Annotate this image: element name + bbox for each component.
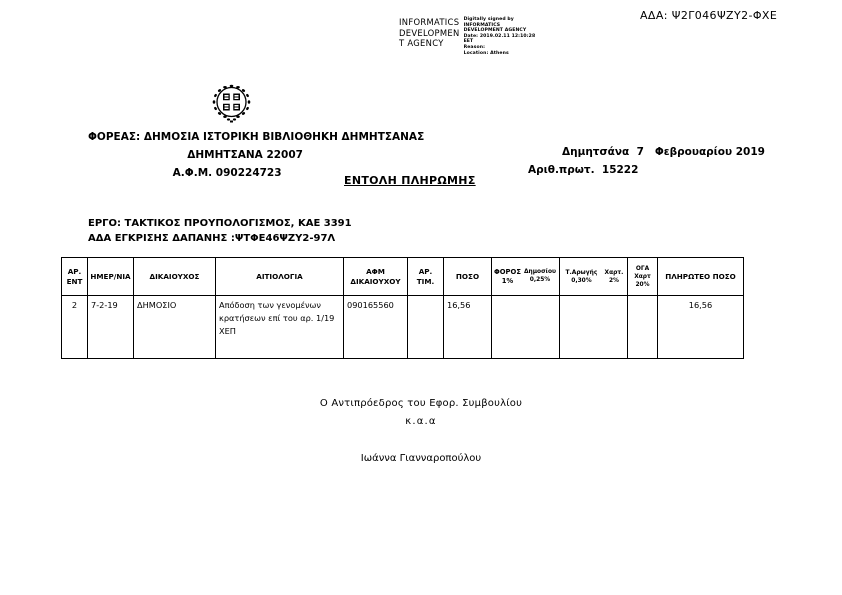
cell-relief-value: [560, 296, 627, 299]
col-header-invoice-no: [408, 258, 444, 296]
col-header-date: [88, 258, 134, 296]
col-header-ar-ent: [62, 258, 88, 296]
col-header-oga-stamp: [628, 258, 658, 296]
cell-oga-stamp-value: [628, 296, 657, 299]
payment-table: [61, 257, 744, 359]
table-header-row: [62, 258, 744, 296]
organization-vat-number: Α.Φ.Μ. 090224723: [172, 167, 282, 179]
cell-reason-value: Απόδοση των γενομένων κρατήσεων επί του αρ. 1/19 ΧΕΠ: [219, 300, 335, 336]
cell-tax-group: [492, 296, 560, 359]
signature-agency-line-2: DEVELOPMEN: [399, 27, 460, 38]
col-header-relief-label: Τ.Αρωγής 0,30%: [565, 269, 598, 284]
table-row: [62, 296, 744, 359]
signature-agency-line-1: INFORMATICS: [399, 17, 460, 27]
col-header-reason-label: ΑΙΤΙΟΛΟΓΙΑ: [256, 271, 303, 281]
cell-ar-ent: [62, 296, 88, 359]
cell-invoice-no: [408, 296, 444, 359]
signature-detail-line-3: DEVELOPMENT AGENCY: [463, 28, 527, 34]
col-header-date-label: ΗΜΕΡ/ΝΙΑ: [90, 271, 131, 281]
cell-reason: [216, 296, 344, 359]
signature-agency-line-3: T AGENCY: [399, 38, 444, 48]
protocol-number: Αριθ.πρωτ. 15222: [528, 164, 639, 176]
organization-name: ΦΟΡΕΑΣ: ΔΗΜΟΣΙΑ ΙΣΤΟΡΙΚΗ ΒΙΒΛΙΟΘΗΚΗ ΔΗΜΗΤΣΑΝΑΣ: [88, 131, 425, 143]
cell-ar-ent-value: 2: [71, 300, 78, 310]
col-header-payable-amount: [658, 258, 744, 296]
col-header-beneficiary-label: ΔΙΚΑΙΟΥΧΟΣ: [149, 271, 200, 281]
organization-address: ΔΗΜΗΤΣΑΝΑ 22007: [187, 149, 303, 161]
signature-detail-line-2: INFORMATICS: [463, 22, 501, 28]
col-header-payable-amount-label: ΠΛΗΡΩΤΕΟ ΠΟΣΟ: [665, 271, 736, 281]
hellenic-republic-emblem-icon: [205, 78, 258, 128]
cell-oga-stamp: [628, 296, 658, 359]
project-budget-line: ΕΡΓΟ: ΤΑΚΤΙΚΟΣ ΠΡΟΥΠΟΛΟΓΙΣΜΟΣ, ΚΑΕ 3391: [88, 218, 352, 229]
col-header-reason: [216, 258, 344, 296]
cell-payable-amount: [658, 296, 744, 359]
cell-payable-amount-value: 16,56: [688, 300, 713, 310]
ada-code: ΑΔΑ: Ψ2Γ046ΨΖΥ2-ΦΧΕ: [640, 9, 778, 22]
signature-block: [0, 395, 842, 431]
signature-details: [464, 17, 536, 56]
col-header-tax-label: ΦΟΡΟΣ 1%: [494, 267, 521, 285]
signature-detail-line-4: Date: 2019.02.11 12:10:28: [463, 33, 536, 39]
cell-date: [88, 296, 134, 359]
col-header-oga-stamp-label: ΟΓΑ Χαρτ 20%: [634, 265, 651, 288]
col-header-ar-ent-label: ΑΡ. ΕΝΤ: [66, 267, 83, 286]
cell-beneficiary-vat-value: 090165560: [347, 300, 394, 310]
col-header-beneficiary: [134, 258, 216, 296]
signer-title: Ο Αντιπρόεδρος του Εφορ. Συμβουλίου: [319, 398, 523, 409]
col-header-beneficiary-vat-label: ΑΦΜ ΔΙΚΑΙΟΥΧΟΥ: [350, 267, 401, 286]
cell-beneficiary-value: ΔΗΜΟΣΙΟ: [137, 300, 177, 310]
expense-approval-ada: ΑΔΑ ΕΓΚΡΙΣΗΣ ΔΑΠΑΝΗΣ :ΨΤΦΕ46ΨΖΥ2-97Λ: [88, 233, 336, 244]
col-header-amount-label: ΠΟΣΟ: [455, 271, 480, 281]
issue-info: [528, 143, 765, 179]
col-header-public-label: Δημοσίου 0,25%: [523, 268, 556, 283]
col-header-amount: [444, 258, 492, 296]
cell-relief-group: [560, 296, 628, 359]
col-header-beneficiary-vat: [344, 258, 408, 296]
col-header-relief-group: [560, 258, 628, 296]
signer-name: Ιωάννα Γιανναροπούλου: [360, 453, 482, 464]
signature-detail-line-1: Digitally signed by: [463, 17, 514, 22]
signature-agency-name: [399, 17, 460, 49]
cell-amount-value: 16,56: [447, 300, 471, 310]
page-title: ΕΝΤΟΛΗ ΠΛΗΡΩΜΗΣ: [344, 174, 476, 187]
signature-detail-line-6: Reason:: [463, 44, 486, 50]
cell-invoice-no-value: [408, 296, 443, 299]
signature-detail-line-7: Location: Athens: [463, 50, 509, 56]
cell-date-value: 7-2-19: [91, 300, 118, 310]
col-header-invoice-no-label: ΑΡ. ΤΙΜ.: [416, 267, 435, 286]
col-header-tax-group: [492, 258, 560, 296]
signer-kaa: κ.α.α: [405, 416, 437, 427]
signature-detail-line-5: EET: [463, 39, 474, 45]
cell-amount: [444, 296, 492, 359]
digital-signature-stamp: [399, 17, 535, 56]
project-info: [88, 216, 352, 246]
issue-place-date: Δημητσάνα 7 Φεβρουαρίου 2019: [562, 146, 765, 158]
cell-beneficiary-vat: [344, 296, 408, 359]
cell-tax-value: [492, 296, 559, 299]
cell-beneficiary: [134, 296, 216, 359]
col-header-stamp-label: Χαρτ. 2%: [604, 269, 624, 284]
